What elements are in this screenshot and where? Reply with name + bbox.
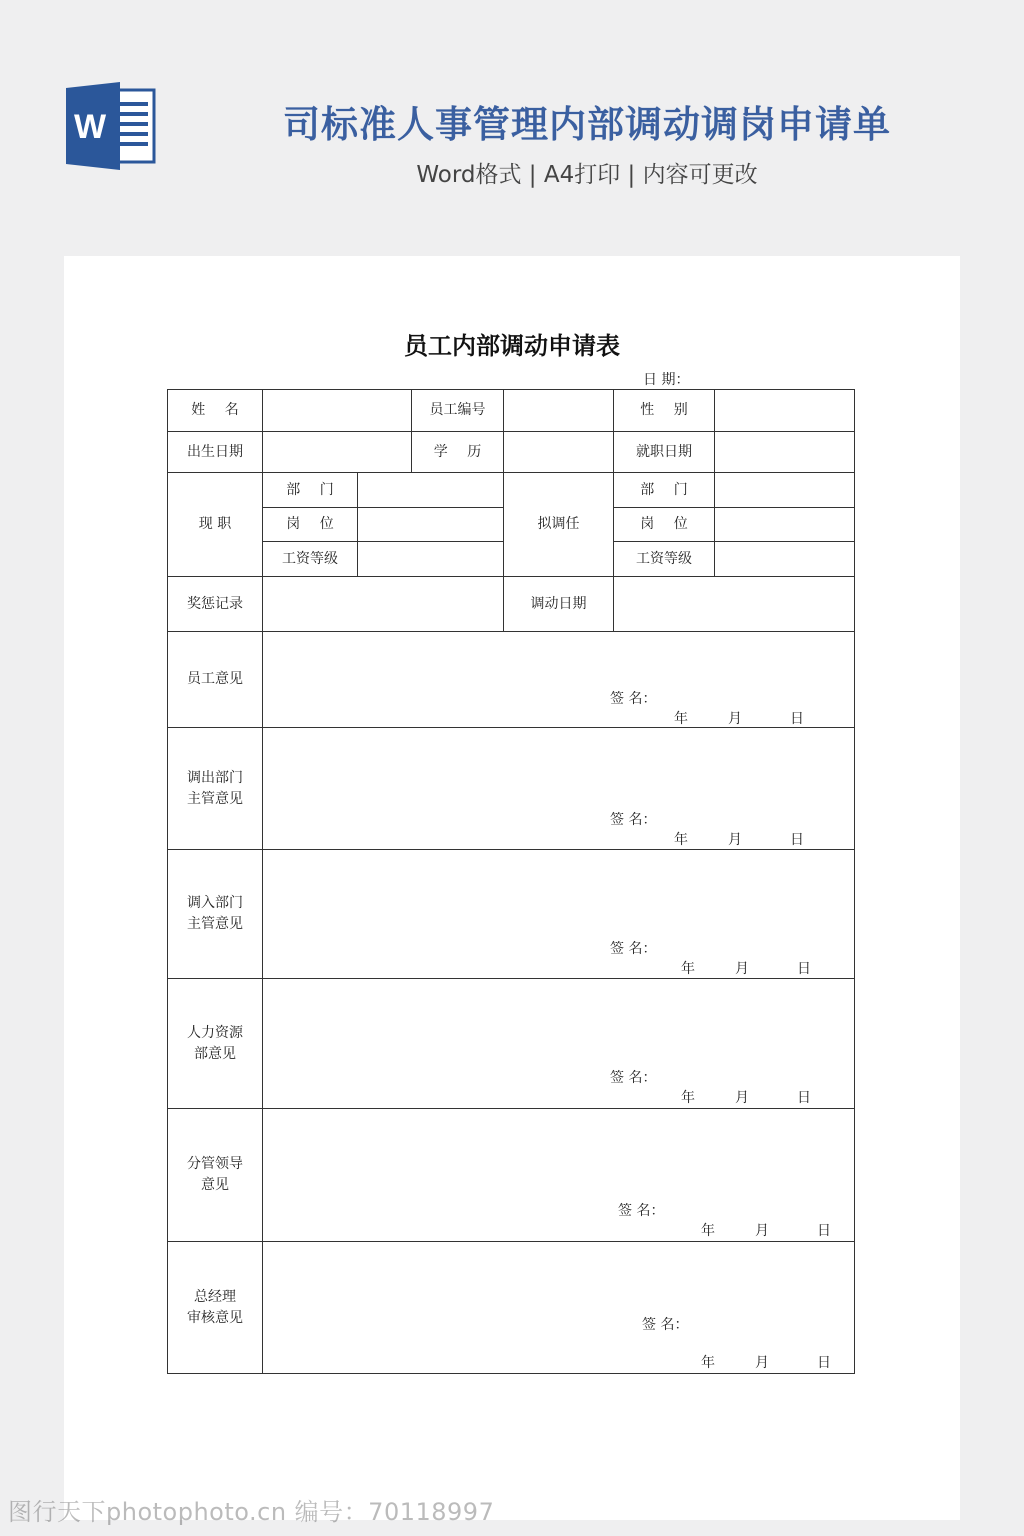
opinion-label: 人力资源 部意见 xyxy=(187,1024,243,1062)
sign-date: 年 月 日 xyxy=(681,961,811,977)
employee-no-label: 员工编号 xyxy=(429,402,486,418)
sign-date: 年 月 日 xyxy=(674,711,804,727)
signature-label: 签 名： xyxy=(618,1203,665,1219)
proposed-salary-grade-label: 工资等级 xyxy=(636,550,692,567)
signature-label: 签 名： xyxy=(610,691,657,707)
current-department-field[interactable] xyxy=(358,473,503,507)
hire-date-field[interactable] xyxy=(715,432,854,472)
education-field[interactable] xyxy=(504,432,613,472)
name-field[interactable] xyxy=(263,390,411,431)
sign-date: 年 月 日 xyxy=(681,1090,811,1106)
transfer-date-label: 调动日期 xyxy=(530,595,587,612)
proposed-department-label: 部门 xyxy=(640,481,708,498)
page-title: 司标准人事管理内部调动调岗申请单 xyxy=(283,103,891,146)
current-salary-grade-field[interactable] xyxy=(358,542,503,576)
current-department-label: 部门 xyxy=(286,481,354,498)
gender-field[interactable] xyxy=(715,390,854,431)
opinion-label: 员工意见 xyxy=(187,671,243,687)
proposed-department-field[interactable] xyxy=(715,473,854,507)
current-salary-grade-label: 工资等级 xyxy=(282,550,338,567)
transfer-date-field[interactable] xyxy=(614,577,854,631)
sign-date: 年 月 日 xyxy=(701,1223,831,1239)
proposed-position-field[interactable] xyxy=(715,508,854,541)
reward-record-label: 奖惩记录 xyxy=(187,595,243,612)
signature-label: 签 名： xyxy=(610,1070,657,1086)
opinion-label: 总经理 审核意见 xyxy=(187,1288,243,1326)
page-subtitle: Word格式 | A4打印 | 内容可更改 xyxy=(416,162,758,188)
sign-date: 年 月 日 xyxy=(701,1355,831,1371)
watermark: 图行天下photophoto.cn 编号：70118997 xyxy=(8,1498,495,1526)
form-title: 员工内部调动申请表 xyxy=(404,331,620,360)
signature-label: 签 名： xyxy=(610,812,657,828)
employee-no-field[interactable] xyxy=(504,390,613,431)
birth-date-label: 出生日期 xyxy=(187,443,243,460)
sign-date: 年 月 日 xyxy=(674,832,804,848)
opinion-label: 调入部门 主管意见 xyxy=(187,895,243,932)
name-label: 姓名 xyxy=(191,402,259,418)
opinion-label: 分管领导 意见 xyxy=(187,1156,243,1193)
opinion-label: 调出部门 主管意见 xyxy=(187,769,243,807)
current-post-label: 现 职 xyxy=(198,516,232,532)
current-position-label: 岗位 xyxy=(286,516,354,532)
document-page xyxy=(64,256,960,1520)
proposed-post-label: 拟调任 xyxy=(537,516,580,532)
word-document-icon xyxy=(64,82,156,170)
gender-label: 性别 xyxy=(640,402,708,418)
word-logo-letter: W xyxy=(73,108,107,146)
proposed-salary-grade-field[interactable] xyxy=(715,542,854,576)
proposed-position-label: 岗位 xyxy=(640,516,708,532)
hire-date-label: 就职日期 xyxy=(636,443,692,460)
date-label: 日 期： xyxy=(643,372,690,388)
signature-label: 签 名： xyxy=(610,941,657,957)
education-label: 学历 xyxy=(433,443,501,460)
current-position-field[interactable] xyxy=(358,508,503,541)
application-form-table xyxy=(167,389,855,1374)
signature-label: 签 名： xyxy=(642,1317,689,1333)
reward-record-field[interactable] xyxy=(263,577,503,631)
birth-date-field[interactable] xyxy=(263,432,411,472)
